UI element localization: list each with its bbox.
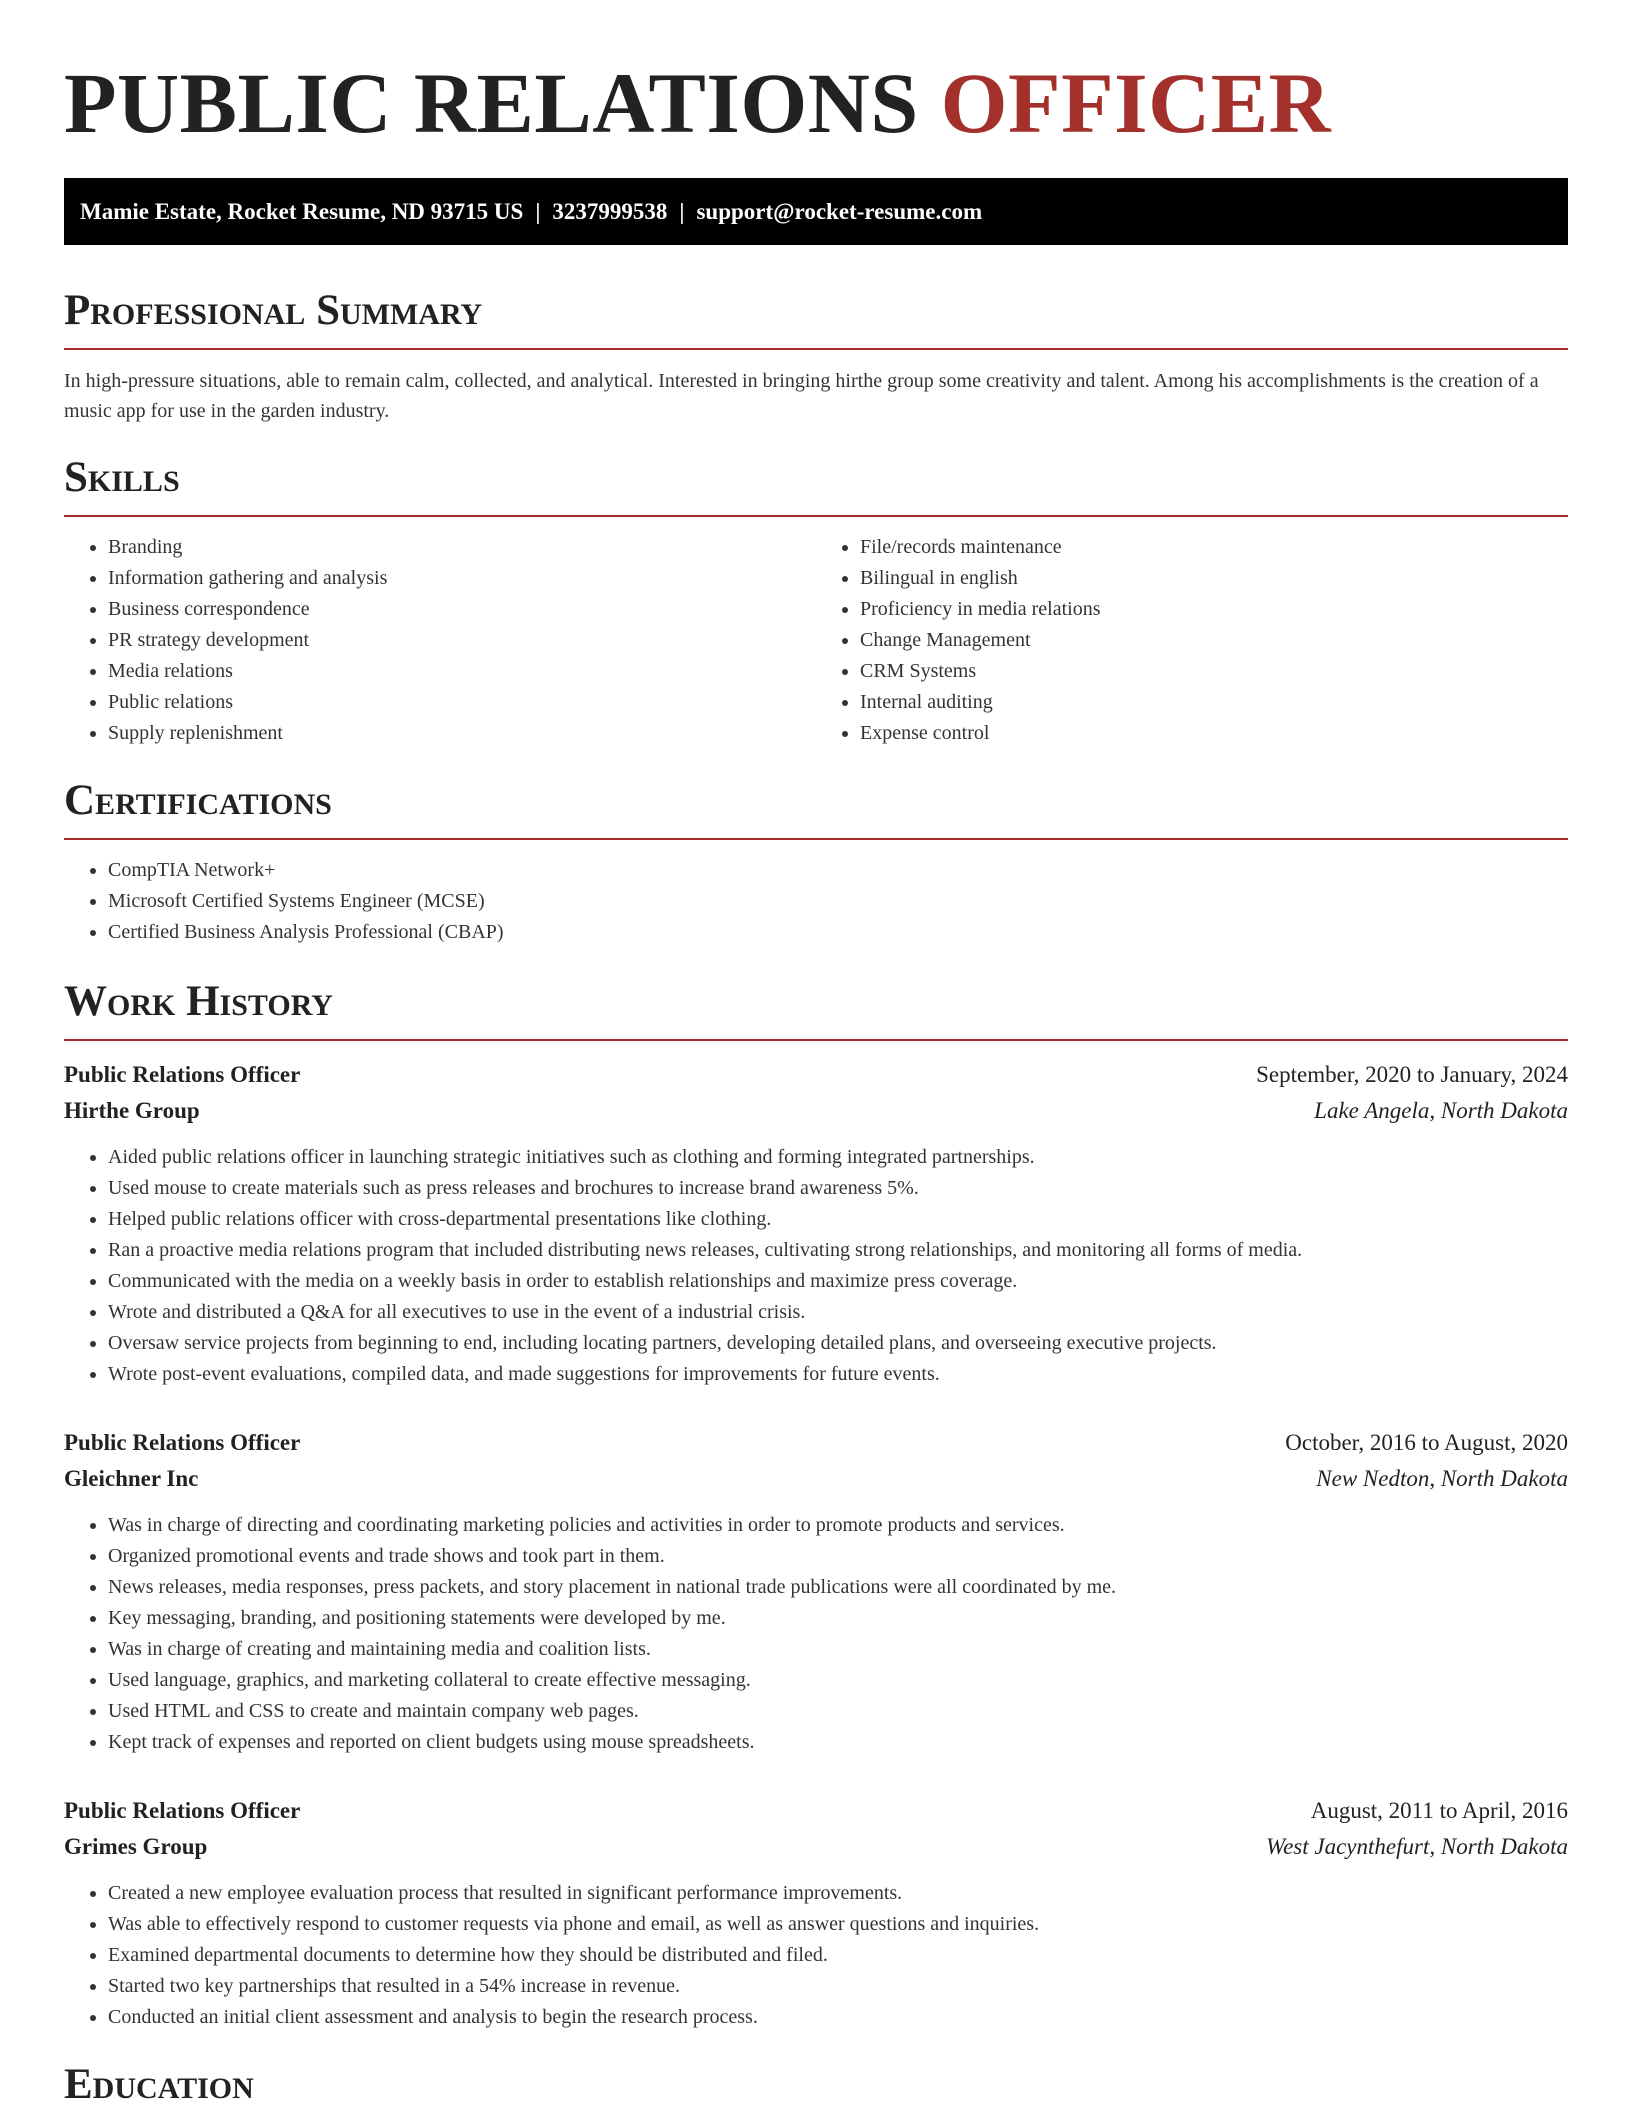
contact-phone: 3237999538	[552, 199, 668, 224]
certification-item: • Certified Business Analysis Professional (CBAP)	[108, 917, 1568, 948]
work-history-section	[64, 977, 1568, 2033]
job-bullet: • Started two key partnerships that resulted in a 54% increase in revenue.	[108, 1971, 1568, 2002]
job-location: Lake Angela, North Dakota	[1314, 1098, 1568, 1123]
job-bullet: • Key messaging, branding, and positioning statements were developed by me.	[108, 1603, 1568, 1634]
job-bullet: • Used mouse to create materials such as press releases and brochures to increase brand awareness 5%.	[108, 1173, 1568, 1204]
job-location: West Jacynthefurt, North Dakota	[1266, 1834, 1568, 1859]
job-title: Public Relations Officer	[64, 1430, 301, 1455]
job-bullet: • Communicated with the media on a weekly basis in order to establish relationships and maximize press coverage.	[108, 1266, 1568, 1297]
section-divider	[64, 348, 1568, 350]
skills-columns	[64, 517, 1568, 749]
job-dates: October, 2016 to August, 2020	[1285, 1430, 1568, 1455]
skills-list-right	[816, 532, 1568, 749]
skill-item: • Internal auditing	[860, 687, 1568, 718]
skills-section	[64, 453, 1568, 749]
resume-title	[64, 0, 1568, 151]
section-heading-summary: Professional Summary	[64, 287, 483, 334]
job-company: Hirthe Group	[64, 1098, 200, 1123]
job-bullet: • Wrote and distributed a Q&A for all executives to use in the event of a industrial crisis.	[108, 1297, 1568, 1328]
skill-item: • Proficiency in media relations	[860, 594, 1568, 625]
skill-item: • Expense control	[860, 718, 1568, 749]
skill-item: • File/records maintenance	[860, 532, 1568, 563]
section-heading-skills: Skills	[64, 454, 180, 501]
job-bullet: • Was in charge of directing and coordinating marketing policies and activities in order to promote products and services.	[108, 1510, 1568, 1541]
section-divider	[64, 838, 1568, 840]
job-entry	[64, 1793, 1568, 2033]
job-bullet: • Used language, graphics, and marketing collateral to create effective messaging.	[108, 1665, 1568, 1696]
summary-text: In high-pressure situations, able to remain calm, collected, and analytical. Interested in bringing hirthe group some creativity and talent. Among his accomplishments is the creation of a music app for use in the garden industry.	[64, 370, 1539, 422]
job-title: Public Relations Officer	[64, 1062, 301, 1087]
section-divider	[64, 1039, 1568, 1041]
job-bullet: • Was able to effectively respond to customer requests via phone and email, as well as answer questions and inquiries.	[108, 1909, 1568, 1940]
job-entry	[64, 1425, 1568, 1758]
job-bullet: • Was in charge of creating and maintaining media and coalition lists.	[108, 1634, 1568, 1665]
job-bullet: • Created a new employee evaluation process that resulted in significant performance improvements.	[108, 1878, 1568, 1909]
job-bullets	[64, 1142, 1568, 1390]
contact-bar	[64, 178, 1568, 245]
skill-item: • Information gathering and analysis	[108, 563, 816, 594]
certification-item: • Microsoft Certified Systems Engineer (MCSE)	[108, 886, 1568, 917]
job-entry	[64, 1057, 1568, 1390]
job-bullet: • Helped public relations officer with cross-departmental presentations like clothing.	[108, 1204, 1568, 1235]
skill-item: • CRM Systems	[860, 656, 1568, 687]
job-location: New Nedton, North Dakota	[1316, 1466, 1568, 1491]
certifications-section	[64, 776, 1568, 948]
skill-item: • Supply replenishment	[108, 718, 816, 749]
skill-item: • Media relations	[108, 656, 816, 687]
skill-item: • Business correspondence	[108, 594, 816, 625]
skill-item: • PR strategy development	[108, 625, 816, 656]
skills-list-left	[64, 532, 816, 749]
job-bullet: • Examined departmental documents to determine how they should be distributed and filed.	[108, 1940, 1568, 1971]
job-bullet: • Kept track of expenses and reported on client budgets using mouse spreadsheets.	[108, 1727, 1568, 1758]
skill-item: • Branding	[108, 532, 816, 563]
contact-email: support@rocket-resume.com	[696, 199, 983, 224]
title-main: PUBLIC RELATIONS	[64, 55, 919, 151]
contact-address: Mamie Estate, Rocket Resume, ND 93715 US	[80, 199, 524, 224]
job-bullet: • Conducted an initial client assessment and analysis to begin the research process.	[108, 2002, 1568, 2033]
job-bullet: • Aided public relations officer in launching strategic initiatives such as clothing and forming integrated partnerships.	[108, 1142, 1568, 1173]
job-company: Gleichner Inc	[64, 1466, 199, 1491]
job-dates: September, 2020 to January, 2024	[1256, 1062, 1568, 1087]
education-section	[64, 2060, 1568, 2110]
job-bullets	[64, 1510, 1568, 1758]
section-heading-certifications: Certifications	[64, 777, 332, 824]
contact-separator: |	[679, 199, 685, 224]
summary-section	[64, 286, 1568, 426]
certifications-list	[64, 855, 1568, 948]
job-bullet: • Ran a proactive media relations program that included distributing news releases, cultivating strong relationships, and monitoring all forms of media.	[108, 1235, 1568, 1266]
section-heading-work-history: Work History	[64, 978, 333, 1025]
job-bullet: • Used HTML and CSS to create and maintain company web pages.	[108, 1696, 1568, 1727]
skill-item: • Bilingual in english	[860, 563, 1568, 594]
contact-separator: |	[535, 199, 541, 224]
job-bullet: • Oversaw service projects from beginning to end, including locating partners, developing detailed plans, and overseeing executive projects.	[108, 1328, 1568, 1359]
certification-item: • CompTIA Network+	[108, 855, 1568, 886]
job-title: Public Relations Officer	[64, 1798, 301, 1823]
skill-item: • Public relations	[108, 687, 816, 718]
job-dates: August, 2011 to April, 2016	[1310, 1798, 1568, 1823]
title-accent: OFFICER	[940, 55, 1332, 151]
resume-page	[64, 0, 1568, 2110]
job-bullet: • News releases, media responses, press packets, and story placement in national trade publications were all coordinated by me.	[108, 1572, 1568, 1603]
job-company: Grimes Group	[64, 1834, 208, 1859]
job-bullet: • Wrote post-event evaluations, compiled data, and made suggestions for improvements for future events.	[108, 1359, 1568, 1390]
job-bullet: • Organized promotional events and trade shows and took part in them.	[108, 1541, 1568, 1572]
job-bullets	[64, 1878, 1568, 2033]
skill-item: • Change Management	[860, 625, 1568, 656]
section-heading-education: Education	[64, 2061, 254, 2108]
